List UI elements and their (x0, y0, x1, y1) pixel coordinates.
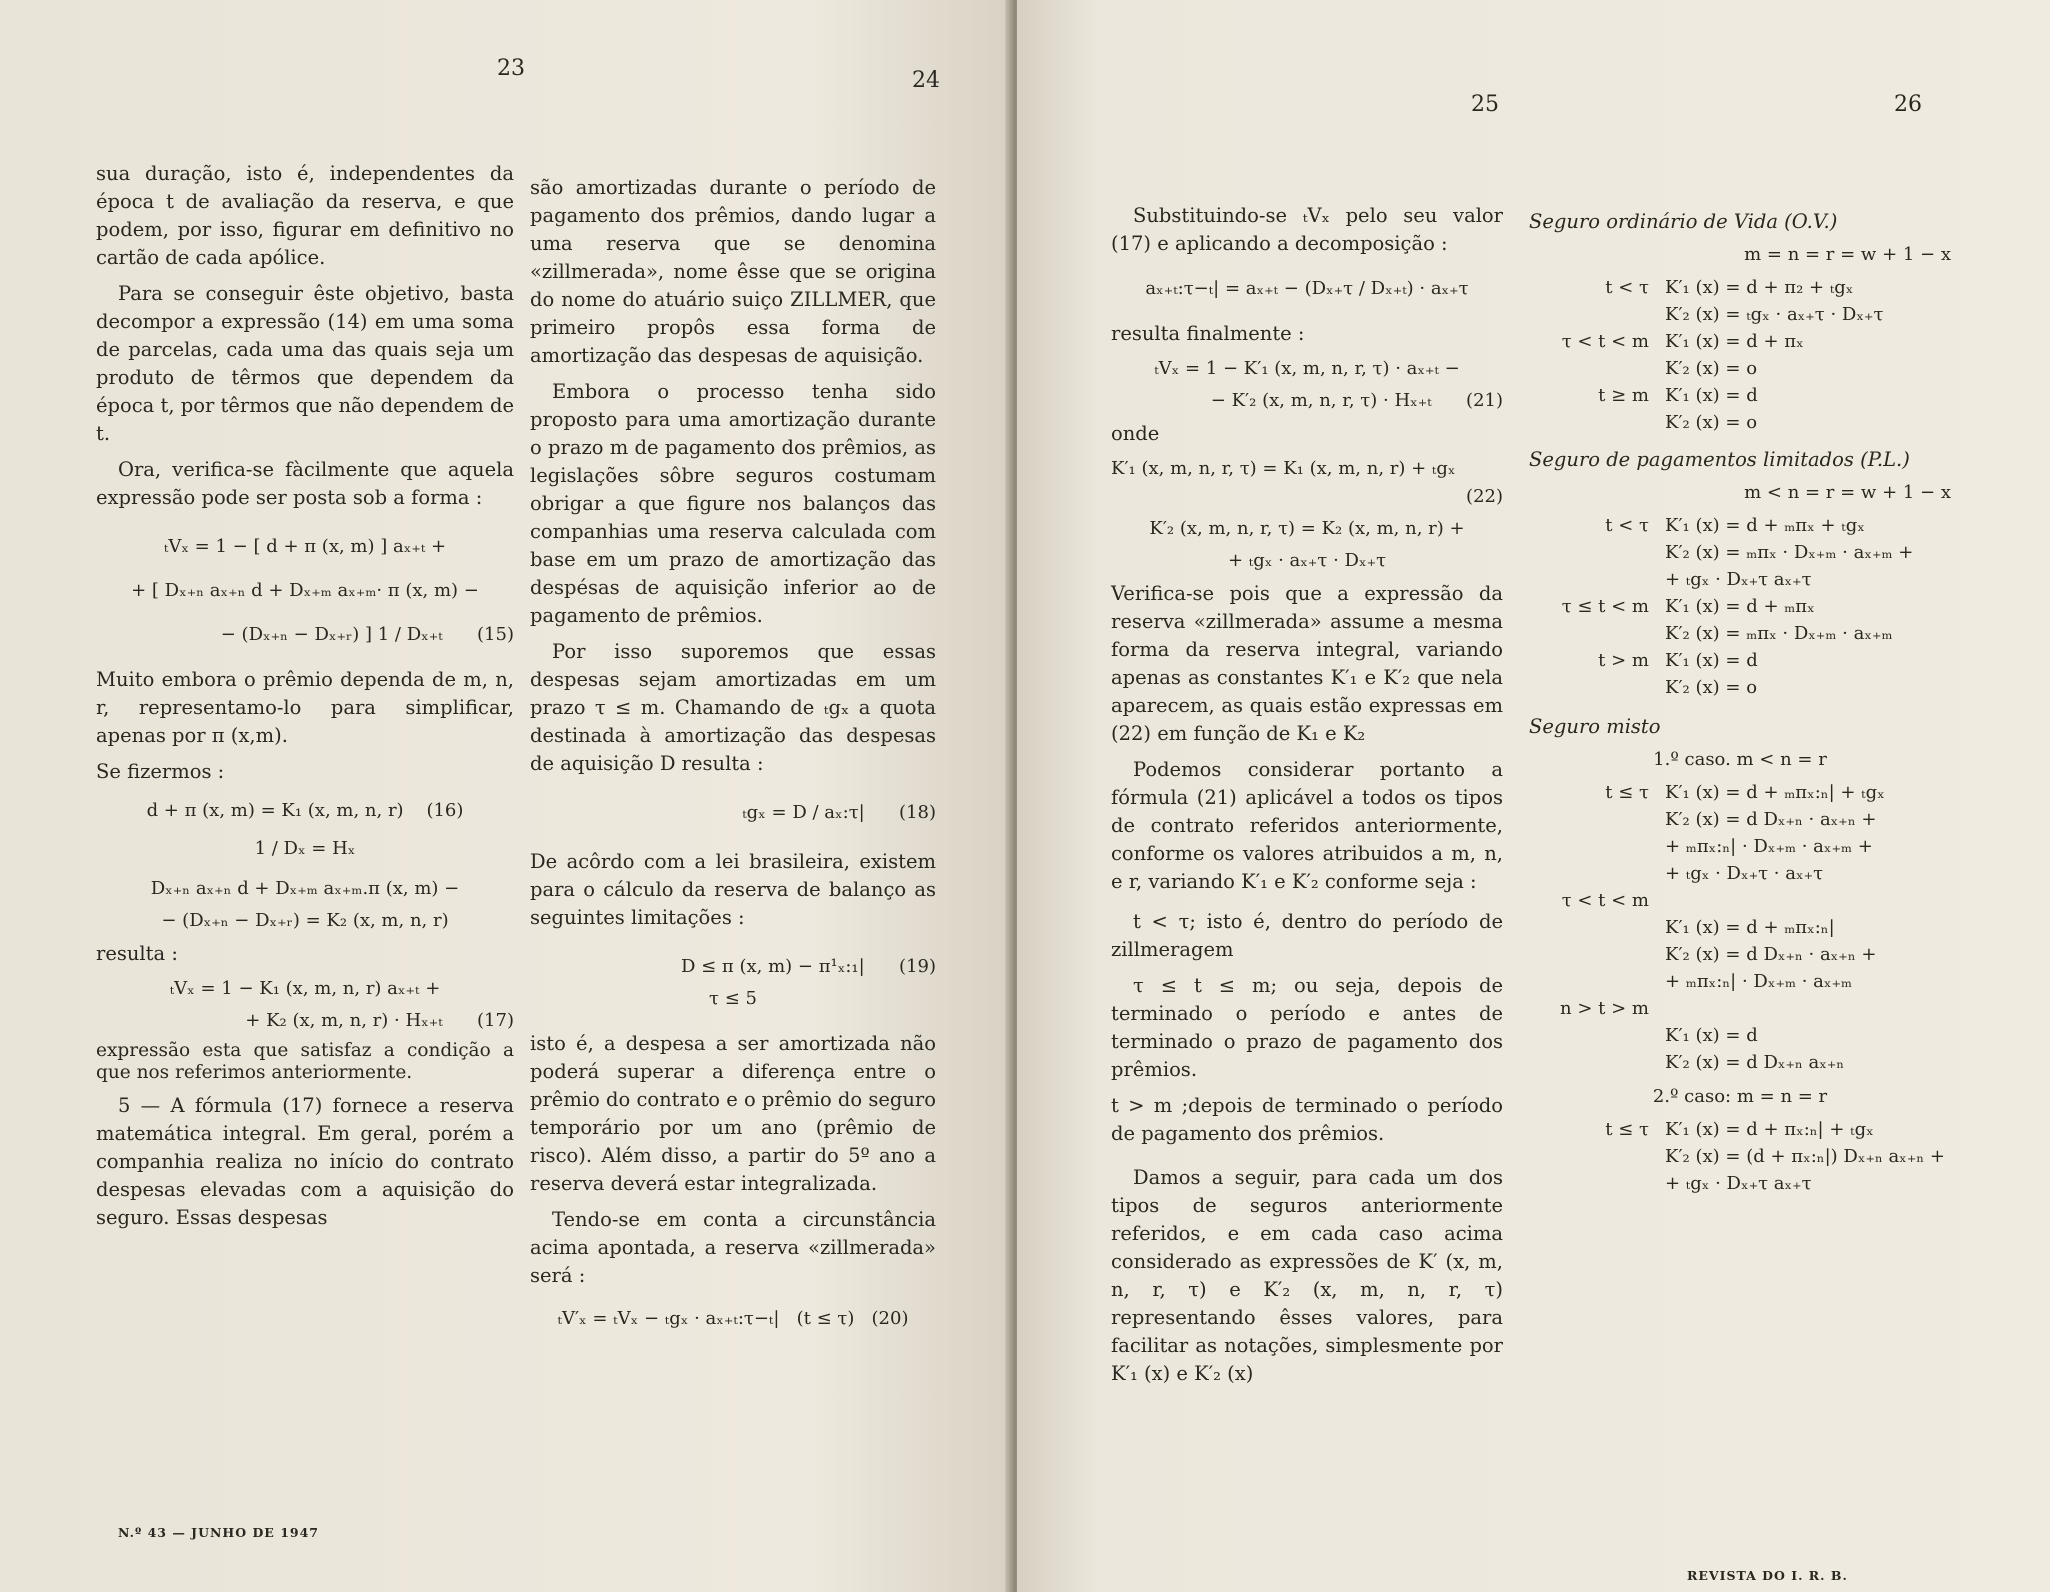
formula-expression: K′₁ (x) = d + πₓ:ₙ| + ₜgₓ (1665, 1119, 1874, 1140)
equation-17a: ₜVₓ = 1 − K₁ (x, m, n, r) aₓ₊ₜ + (169, 978, 441, 999)
formula-expression: K′₂ (x) = d Dₓ₊ₙ aₓ₊ₙ (1665, 1052, 1845, 1073)
formula-condition: t < τ (1605, 515, 1649, 536)
formula-expression: K′₂ (x) = ₘπₓ · Dₓ₊ₘ · aₓ₊ₘ (1665, 623, 1893, 644)
formula-row (1529, 674, 1951, 701)
equation-17b: + K₂ (x, m, n, r) · Hₓ₊ₜ (17) (245, 1010, 514, 1031)
formula-row (1529, 409, 1951, 436)
formula-condition: τ ≤ t < m (1561, 596, 1649, 617)
formula-condition (1529, 1049, 1665, 1076)
paragraph: expressão esta que satisfaz a condição a que nos referimos anteriormente. (96, 1040, 514, 1083)
section-heading-ov: Seguro ordinário de Vida (O.V.) (1529, 210, 1838, 233)
formula-condition (1529, 1170, 1665, 1197)
formula-condition: n > t > m (1560, 998, 1649, 1019)
column-page-25 (1111, 202, 1503, 1396)
paragraph: Muito embora o prêmio dependa de m, n, r, representamo-lo para simplificar, apenas por π (x,m). (96, 668, 514, 747)
column-page-24 (530, 174, 936, 1338)
paragraph: Ora, verifica-se fàcilmente que aquela expressão pode ser posta sob a forma : (96, 458, 514, 509)
formula-condition (1529, 914, 1665, 941)
formula-row (1529, 355, 1951, 382)
formula-row (1529, 914, 1951, 941)
condition-ov: m = n = r = w + 1 − x (1744, 244, 1951, 265)
case-2-label: 2.º caso: m = n = r (1652, 1086, 1828, 1107)
paragraph: t > m ;depois de terminado o período de pagamento dos prêmios. (1111, 1094, 1503, 1145)
formula-condition (1529, 620, 1665, 647)
formula-expression: K′₁ (x) = d + ₘπₓ:ₙ| (1665, 917, 1835, 938)
formula-condition (1529, 1022, 1665, 1049)
equation-16a: d + π (x, m) = K₁ (x, m, n, r) (16) (146, 800, 464, 821)
formula-expression: K′₂ (x) = d Dₓ₊ₙ · aₓ₊ₙ + (1665, 809, 1877, 830)
page-number-26: 26 (1894, 92, 1922, 117)
formula-condition (1529, 1143, 1665, 1170)
formula-condition (1529, 566, 1665, 593)
equation-18: ₜgₓ = D / aₓ:τ| (18) (742, 802, 936, 823)
formula-condition (1529, 355, 1665, 382)
formula-condition: t < τ (1605, 277, 1649, 298)
formula-row (1529, 301, 1951, 328)
paragraph: τ ≤ t ≤ m; ou seja, depois de terminado o período e antes de terminado o prazo de pagamento dos prêmios. (1111, 974, 1503, 1081)
formula-expression (1665, 995, 1951, 1022)
condition-pl: m < n = r = w + 1 − x (1744, 482, 1951, 503)
formula-expression: + ₘπₓ:ₙ| · Dₓ₊ₘ · aₓ₊ₘ + (1665, 836, 1873, 857)
formula-condition (1529, 409, 1665, 436)
paragraph: Por isso suporemos que essas despesas sejam amortizadas em um prazo τ ≤ m. Chamando de ₜgₓ a quota destinada à amortização das despesas de aquisição D resulta : (530, 640, 936, 775)
page-number-23: 23 (497, 56, 525, 81)
formula-row (1529, 779, 1951, 806)
column-page-23 (96, 160, 514, 1240)
formula-row (1529, 833, 1951, 860)
formula-row (1529, 1143, 1951, 1170)
paragraph: Tendo-se em conta a circunstância acima apontada, a reserva «zillmerada» será : (530, 1208, 936, 1287)
formula-row (1529, 995, 1951, 1022)
pl-formulas (1529, 512, 1951, 701)
formula-condition: t ≤ τ (1605, 782, 1649, 803)
formula-row (1529, 328, 1951, 355)
case-1-label: 1.º caso. m < n = r (1653, 749, 1827, 770)
formula-row (1529, 806, 1951, 833)
footer-journal: REVISTA DO I. R. B. (1687, 1568, 1848, 1583)
formula-condition (1529, 806, 1665, 833)
equation-16d: − (Dₓ₊ₙ − Dₓ₊ᵣ) = K₂ (x, m, n, r) (161, 910, 449, 931)
ov-formulas (1529, 274, 1951, 436)
paragraph: Substituindo-se ₜVₓ pelo seu valor (17) e aplicando a decomposição : (1111, 204, 1503, 255)
formula-condition: t ≥ m (1598, 385, 1649, 406)
formula-expression: K′₁ (x) = d (1665, 1025, 1758, 1046)
equation-22c: + ₜgₓ · aₓ₊τ · Dₓ₊τ (1227, 550, 1387, 571)
formula-row (1529, 1049, 1951, 1076)
formula-expression: K′₁ (x) = d (1665, 385, 1758, 406)
paragraph: Embora o processo tenha sido proposto para uma amortização durante o prazo m de pagamento dos prêmios, as legislações sôbre seguros costumam obrigar a que figure nos balanços das companhias uma reserva calculada com base em um prazo de amortização das despésas de aquisição inferior ao de pagamento de prêmios. (530, 380, 936, 627)
formula-expression: + ₜgₓ · Dₓ₊τ aₓ₊τ (1665, 1173, 1812, 1194)
equation-19a: D ≤ π (x, m) − π¹ₓ:₁| (19) (680, 956, 936, 977)
equation-19b: τ ≤ 5 (709, 988, 757, 1009)
section-heading-pl: Seguro de pagamentos limitados (P.L.) (1529, 448, 1910, 471)
formula-expression: K′₂ (x) = (d + πₓ:ₙ|) Dₓ₊ₙ aₓ₊ₙ + (1665, 1146, 1945, 1167)
formula-condition (1529, 674, 1665, 701)
formula-condition: t > m (1598, 650, 1649, 671)
formula-expression: + ₘπₓ:ₙ| · Dₓ₊ₘ · aₓ₊ₘ (1665, 971, 1853, 992)
formula-condition (1529, 968, 1665, 995)
equation-16c: Dₓ₊ₙ aₓ₊ₙ d + Dₓ₊ₘ aₓ₊ₘ.π (x, m) − (150, 878, 460, 899)
formula-condition: τ < t < m (1561, 331, 1649, 352)
equation-21b: − K′₂ (x, m, n, r, τ) · Hₓ₊ₜ (21) (1210, 390, 1503, 411)
equation-22a: K′₁ (x, m, n, r, τ) = K₁ (x, m, n, r) + ₜgₓ (1111, 458, 1456, 479)
formula-condition (1529, 301, 1665, 328)
formula-expression: K′₁ (x) = d + πₓ (1665, 331, 1804, 352)
formula-row (1529, 512, 1951, 539)
formula-row (1529, 860, 1951, 887)
paragraph: Se fizermos : (96, 760, 225, 783)
footer-issue: N.º 43 — JUNHO DE 1947 (118, 1525, 319, 1540)
equation-15a: ₜVₓ = 1 − [ d + π (x, m) ] aₓ₊ₜ + (163, 536, 447, 557)
formula-condition (1529, 833, 1665, 860)
formula-expression: K′₂ (x) = o (1665, 412, 1758, 433)
paragraph: resulta : (96, 942, 178, 965)
formula-row (1529, 887, 1951, 914)
formula-expression: K′₂ (x) = d Dₓ₊ₙ · aₓ₊ₙ + (1665, 944, 1877, 965)
paragraph: são amortizadas durante o período de pagamento dos prêmios, dando lugar a uma reserva que se denomina «zillmerada», nome êsse que se origina do nome do atuário suiço ZILLMER, que primeiro propôs essa forma de amortização das despesas de aquisição. (530, 176, 936, 367)
equation-22-number: (22) (1466, 486, 1503, 507)
formula-condition: τ < t < m (1561, 890, 1649, 911)
formula-row (1529, 539, 1951, 566)
paragraph: Podemos considerar portanto a fórmula (21) aplicável a todos os tipos de contrato referidos anteriormente, conforme os valores atribuidos a m, n, e r, variando K′₁ e K′₂ conforme seja : (1111, 758, 1503, 893)
equation-15b: + [ Dₓ₊ₙ aₓ₊ₙ d + Dₓ₊ₘ aₓ₊ₘ· π (x, m) − (131, 580, 479, 601)
formula-expression (1665, 887, 1951, 914)
page-number-24: 24 (912, 68, 940, 93)
formula-row (1529, 647, 1951, 674)
paragraph: Verifica-se pois que a expressão da reserva «zillmerada» assume a mesma forma da reserva integral, variando apenas as constantes K′₁ e K′₂ que nela aparecem, as quais estão expressas em (22) em função de K₁ e K₂ (1111, 582, 1503, 745)
formula-row (1529, 968, 1951, 995)
equation-decomposition: aₓ₊ₜ:τ−ₜ| = aₓ₊ₜ − (Dₓ₊τ / Dₓ₊ₜ) · aₓ₊τ (1145, 278, 1469, 299)
formula-expression: K′₁ (x) = d + π₂ + ₜgₓ (1665, 277, 1854, 298)
paragraph: isto é, a despesa a ser amortizada não poderá superar a diferença entre o prêmio do contrato e o prêmio do seguro temporário por um ano (prêmio de risco). Além disso, a partir do 5º ano a reserva deverá estar integralizada. (530, 1032, 936, 1195)
paragraph: Para se conseguir êste objetivo, basta decompor a expressão (14) em uma soma de parcelas, cada uma das quais seja um produto de têrmos que dependem da época t, por têrmos que não dependem de t. (96, 282, 514, 445)
formula-expression: K′₂ (x) = ₜgₓ · aₓ₊τ · Dₓ₊τ (1665, 304, 1884, 325)
formula-row (1529, 1022, 1951, 1049)
equation-20: ₜV′ₓ = ₜVₓ − ₜgₓ · aₓ₊ₜ:τ−ₜ| (t ≤ τ) (20) (557, 1308, 909, 1329)
formula-expression: + ₜgₓ · Dₓ₊τ · aₓ₊τ (1665, 863, 1824, 884)
equation-15c: − (Dₓ₊ₙ − Dₓ₊ᵣ) ] 1 / Dₓ₊ₜ (15) (220, 624, 514, 645)
formula-condition (1529, 539, 1665, 566)
paragraph: onde (1111, 422, 1160, 445)
formula-row (1529, 941, 1951, 968)
paragraph: 5 — A fórmula (17) fornece a reserva matemática integral. Em geral, porém a companhia realiza no início do contrato despesas elevadas com a aquisição do seguro. Essas despesas (96, 1094, 514, 1229)
misto-case1-formulas (1529, 779, 1951, 1076)
formula-expression: K′₁ (x) = d + ₘπₓ:ₙ| + ₜgₓ (1665, 782, 1885, 803)
right-page (1017, 0, 2050, 1592)
formula-row (1529, 593, 1951, 620)
formula-expression: K′₂ (x) = o (1665, 677, 1758, 698)
formula-expression: K′₁ (x) = d + ₘπₓ + ₜgₓ (1665, 515, 1865, 536)
left-page (0, 0, 1013, 1592)
formula-row (1529, 566, 1951, 593)
formula-condition: t ≤ τ (1605, 1119, 1649, 1140)
paragraph: sua duração, isto é, independentes da época t de avaliação da reserva, e que podem, por isso, figurar em definitivo no cartão de cada apólice. (96, 162, 514, 269)
equation-21a: ₜVₓ = 1 − K′₁ (x, m, n, r, τ) · aₓ₊ₜ − (1154, 358, 1460, 379)
formula-row (1529, 274, 1951, 301)
paragraph: t < τ; isto é, dentro do período de zillmeragem (1111, 910, 1503, 961)
formula-expression: K′₂ (x) = o (1665, 358, 1758, 379)
formula-expression: K′₂ (x) = ₘπₓ · Dₓ₊ₘ · aₓ₊ₘ + (1665, 542, 1914, 563)
equation-22b: K′₂ (x, m, n, r, τ) = K₂ (x, m, n, r) + (1149, 518, 1465, 539)
formula-row (1529, 1170, 1951, 1197)
page-number-25: 25 (1471, 92, 1499, 117)
formula-row (1529, 1116, 1951, 1143)
equation-16b: 1 / Dₓ = Hₓ (254, 838, 356, 859)
formula-expression: + ₜgₓ · Dₓ₊τ aₓ₊τ (1665, 569, 1812, 590)
formula-row (1529, 382, 1951, 409)
misto-case2-formulas (1529, 1116, 1951, 1197)
section-heading-misto: Seguro misto (1529, 715, 1661, 738)
column-page-26 (1529, 202, 1951, 1197)
paragraph: Damos a seguir, para cada um dos tipos de seguros anteriormente referidos, e em cada caso acima considerado as expressões de K′ (x, m, n, r, τ) e K′₂ (x, m, n, r, τ) representando êsses valores, para facilitar as notações, simplesmente por K′₁ (x) e K′₂ (x) (1111, 1166, 1503, 1385)
formula-condition (1529, 941, 1665, 968)
formula-row (1529, 620, 1951, 647)
formula-condition (1529, 860, 1665, 887)
paragraph: De acôrdo com a lei brasileira, existem para o cálculo da reserva de balanço as seguintes limitações : (530, 850, 936, 929)
formula-expression: K′₁ (x) = d (1665, 650, 1758, 671)
formula-expression: K′₁ (x) = d + ₘπₓ (1665, 596, 1815, 617)
paragraph: resulta finalmente : (1111, 322, 1305, 345)
